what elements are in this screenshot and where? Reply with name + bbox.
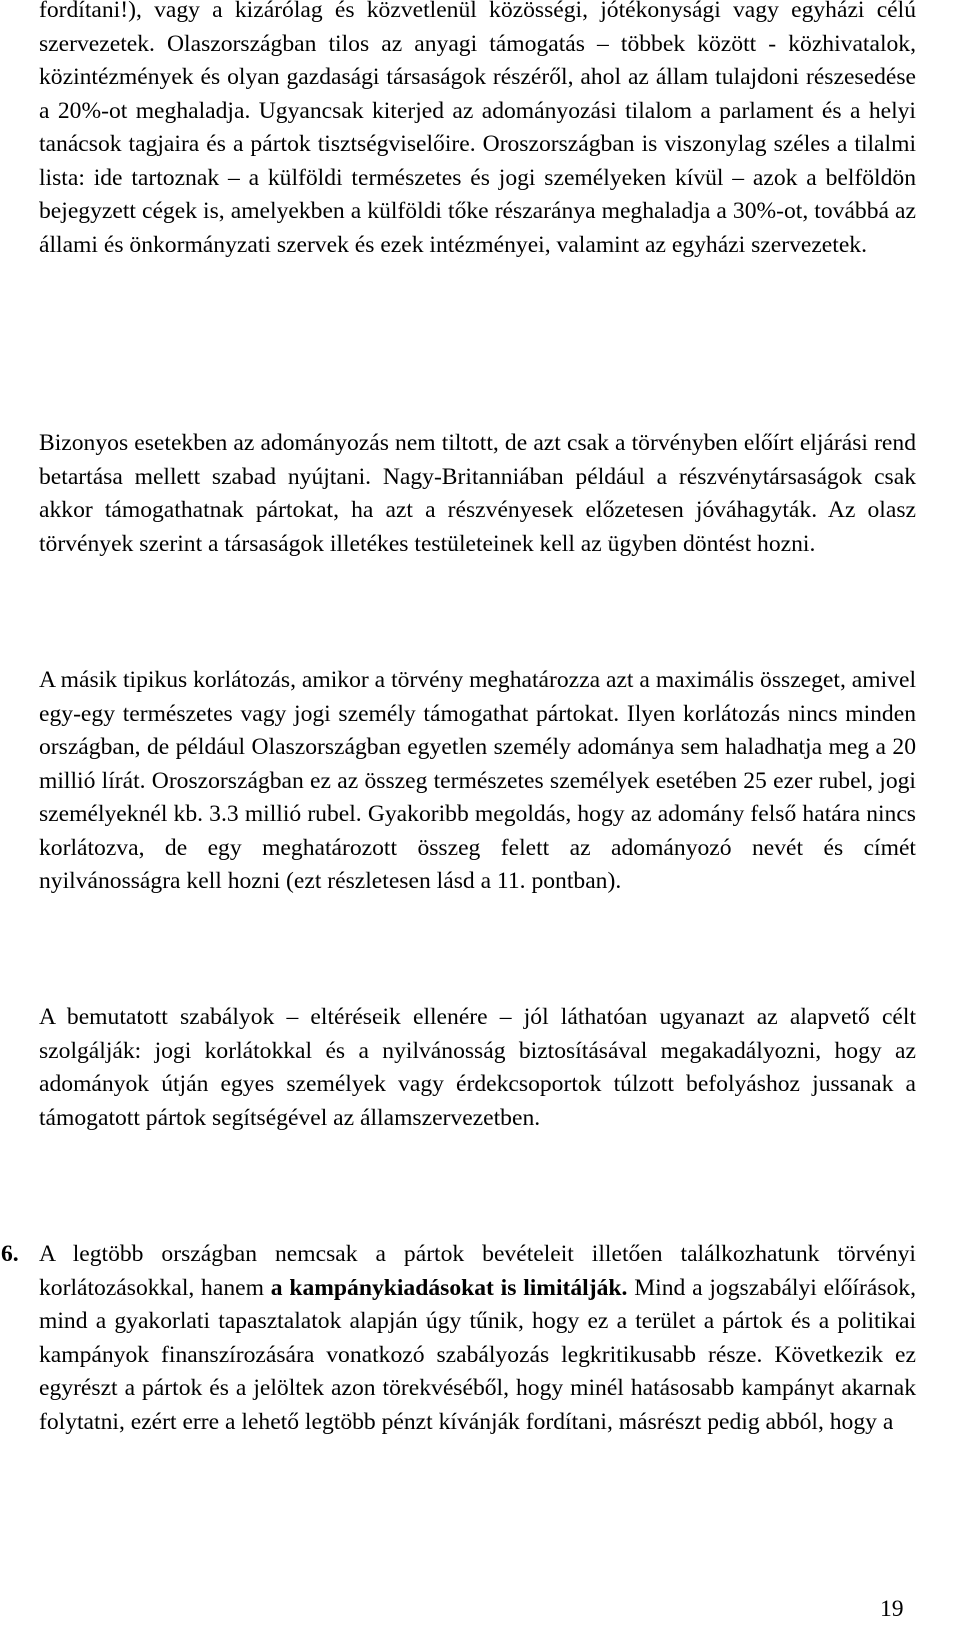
- paragraph-rules-purpose: A bemutatott szabályok – eltéréseik ellenére – jól láthatóan ugyanazt az alapvető célt szolgálják: jogi korlátokkal és a nyilvánosság biztosításával megakadályozni, hogy az adományok útján egyes személyek vagy érdekcsoportok túlzott befolyáshoz jussanak a támogatott pártok segítségével az államszervezetben.: [39, 1004, 916, 1131]
- page-number: 19: [880, 1596, 904, 1622]
- item-text-start: A legtöbb országban nemcsak a pártok bevételeit illetően találkozhatunk törvényi korlátozásokkal, hanem: [39, 1241, 916, 1301]
- item-text-rest: Mind a jogszabályi előírások, mind a gyakorlati tapasztalatok alapján úgy tűnik, hogy ez a terület a pártok és a politikai kampányok finanszírozására vonatkozó szabályozás legkritikusabb része. Következik ez egyrészt a pártok és a jelöltek azon törekvéséből, hogy minél hatásosabb kampányt akarnak folytatni, ezért erre a lehető legtöbb pénzt kívánják fordítani, másrészt pedig abból, hogy a: [39, 1274, 916, 1435]
- list-item-text: [39, 1238, 916, 1439]
- paragraph-maximum-donation: A másik tipikus korlátozás, amikor a törvény meghatározza azt a maximális összeget, amivel egy-egy természetes vagy jogi személy támogathat pártokat. Ilyen korlátozás nincs minden országban, de például Olaszországban egyetlen személy adománya sem haladhatja meg a 20 millió lírát. Oroszországban ez az összeg természetes személyek esetében 25 ezer rubel, jogi személyeknél kb. 3.3 millió rubel. Gyakoribb megoldás, hogy az adomány felső határa nincs korlátozva, de egy meghatározott összeg felett az adományozó nevét és címét nyilvánosságra kell hozni (ezt részletesen lásd a 11. pontban).: [39, 667, 916, 894]
- paragraph-procedural-conditions: Bizonyos esetekben az adományozás nem tiltott, de azt csak a törvényben előírt eljárási rend betartása mellett szabad nyújtani. Nagy-Britanniában például a részvénytársaságok csak akkor támogathatnak pártokat, ha azt a részvényesek előzetesen jóváhagyták. Az olasz törvények szerint a társaságok illetékes testületeinek kell az ügyben döntést hozni.: [39, 430, 916, 557]
- list-item-number: 6.: [1, 1241, 19, 1267]
- paragraph-party-donation-bans: fordítani!), vagy a kizárólag és közvetlenül közösségi, jótékonysági vagy egyházi célú szervezetek. Olaszországban tilos az anyagi támogatás – többek között - közhivatalok, közintézmények és olyan gazdasági társaságok részéről, ahol az állam tulajdoni részesedése a 20%-ot meghaladja. Ugyancsak kiterjed az adományozási tilalom a parlament és a helyi tanácsok tagjaira és a pártok tisztségviselőire. Oroszországban is viszonylag széles a tilalmi lista: ide tartoznak – a külföldi természetes és jogi személyeken kívül – azok a belföldön bejegyzett cégek is, amelyekben a külföldi tőke részaránya meghaladja a 30%-ot, továbbá az állami és önkormányzati szervek és ezek intézményei, valamint az egyházi szervezetek.: [39, 0, 916, 258]
- item-text-emphasis: a kampánykiadásokat is limitálják.: [270, 1274, 628, 1301]
